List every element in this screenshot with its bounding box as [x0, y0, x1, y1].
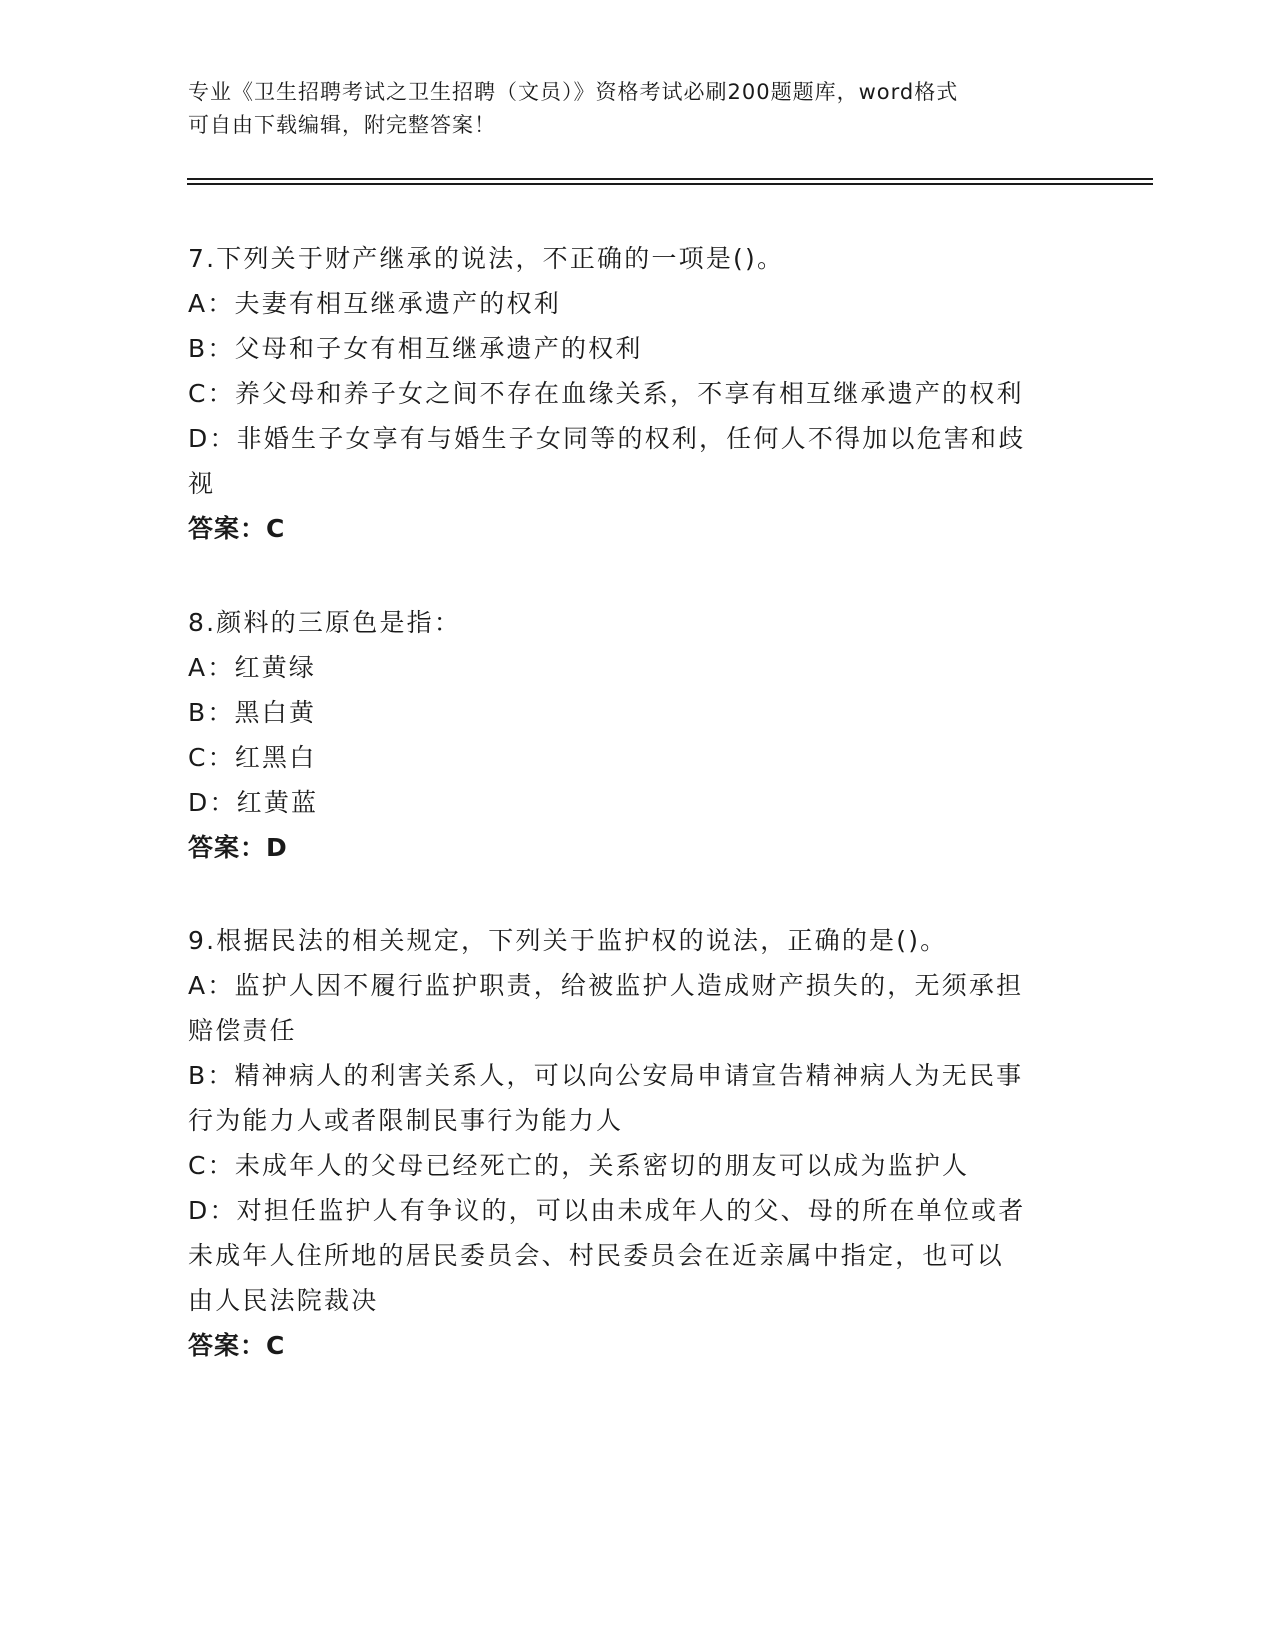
option-d-continued: 未成年人住所地的居民委员会、村民委员会在近亲属中指定，也可以	[188, 1241, 1005, 1270]
option-d: D：非婚生子女享有与婚生子女同等的权利，任何人不得加以危害和歧	[188, 424, 1026, 453]
option-a: A：夫妻有相互继承遗产的权利	[188, 289, 561, 318]
header-divider	[187, 178, 1153, 180]
question-stem: 9.根据民法的相关规定，下列关于监护权的说法，正确的是()。	[188, 926, 948, 955]
option-b-continued: 行为能力人或者限制民事行为能力人	[188, 1106, 624, 1135]
answer: 答案：D	[188, 833, 288, 862]
question-stem: 8.颜料的三原色是指：	[188, 608, 462, 637]
option-d-continued: 由人民法院裁决	[188, 1286, 379, 1315]
question-8	[188, 600, 1068, 870]
option-c: C：红黑白	[188, 743, 317, 772]
option-d: D：红黄蓝	[188, 788, 319, 817]
option-c: C：未成年人的父母已经死亡的，关系密切的朋友可以成为监护人	[188, 1151, 970, 1180]
document-header	[188, 76, 1088, 142]
option-a-continued: 赔偿责任	[188, 1016, 297, 1045]
answer: 答案：C	[188, 1331, 286, 1360]
option-a: A：监护人因不履行监护职责，给被监护人造成财产损失的，无须承担	[188, 971, 1024, 1000]
answer: 答案：C	[188, 514, 286, 543]
header-line: 专业《卫生招聘考试之卫生招聘（文员）》资格考试必刷200题题库，word格式	[188, 80, 959, 104]
option-b: B：父母和子女有相互继承遗产的权利	[188, 334, 643, 363]
header-line: 可自由下载编辑，附完整答案！	[188, 113, 496, 137]
question-stem: 7.下列关于财产继承的说法，不正确的一项是()。	[188, 244, 785, 273]
option-d: D：对担任监护人有争议的，可以由未成年人的父、母的所在单位或者	[188, 1196, 1026, 1225]
option-a: A：红黄绿	[188, 653, 317, 682]
question-7	[188, 236, 1068, 551]
header-divider	[187, 183, 1153, 185]
option-c: C：养父母和养子女之间不存在血缘关系，不享有相互继承遗产的权利	[188, 379, 1024, 408]
question-9	[188, 918, 1068, 1368]
option-b: B：黑白黄	[188, 698, 317, 727]
option-b: B：精神病人的利害关系人，可以向公安局申请宣告精神病人为无民事	[188, 1061, 1024, 1090]
option-d-continued: 视	[188, 469, 216, 498]
